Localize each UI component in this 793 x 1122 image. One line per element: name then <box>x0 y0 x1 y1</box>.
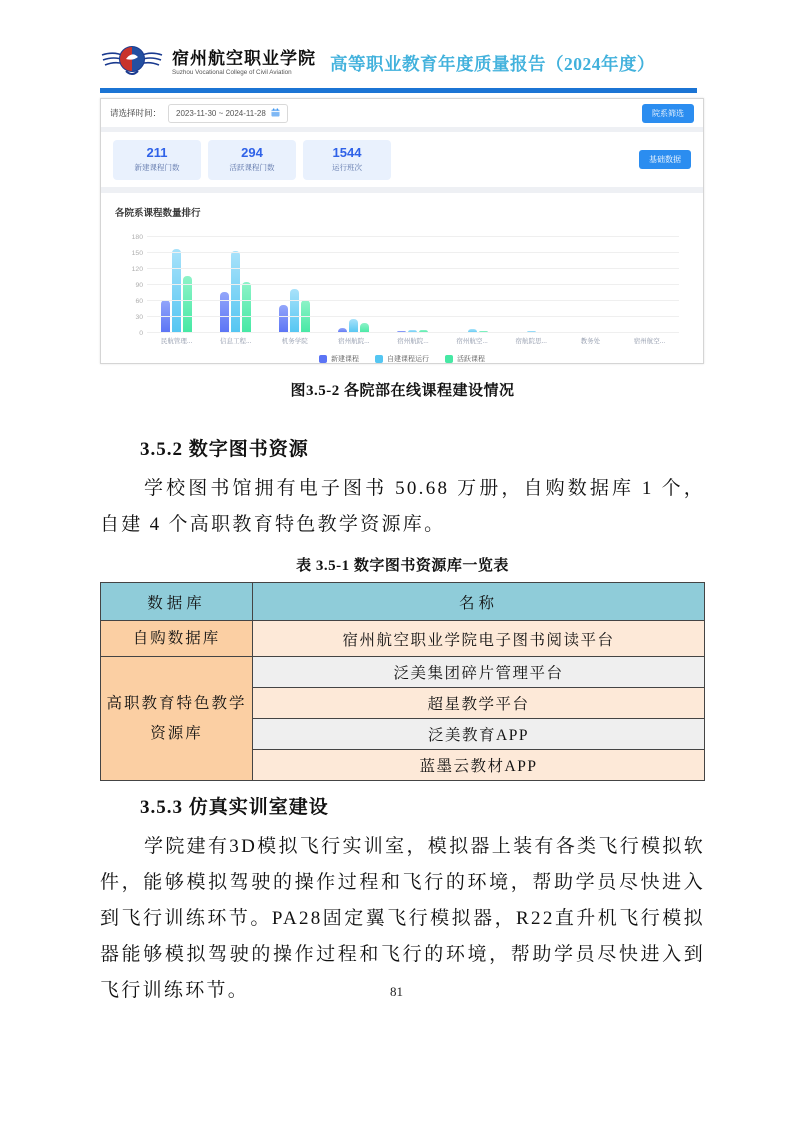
bar-chart-plot <box>131 234 679 337</box>
x-axis-label: 宿州航空... <box>633 338 666 345</box>
legend-item[interactable] <box>375 354 429 364</box>
page-number: 81 <box>390 984 403 999</box>
table-category-cell: 自购数据库 <box>101 621 253 657</box>
filter-bar <box>101 99 703 127</box>
table-name-cell: 泛美教育APP <box>253 719 705 750</box>
bar <box>220 292 229 333</box>
stat-value: 211 <box>146 145 168 161</box>
school-name-en: Suzhou Vocational College of Civil Aviation <box>172 68 292 76</box>
x-axis-label: 宿州航院... <box>338 338 370 345</box>
table-name-cell: 超星教学平台 <box>253 688 705 719</box>
y-axis-tick: 180 <box>131 234 143 241</box>
chart-panel <box>101 193 703 364</box>
table-name-cell: 泛美集团碎片管理平台 <box>253 657 705 688</box>
stat-card <box>113 140 201 180</box>
gridline <box>147 252 679 253</box>
gridline <box>147 316 679 317</box>
table-header-name: 名称 <box>253 583 705 621</box>
calendar-icon <box>271 108 280 119</box>
stat-card <box>303 140 391 180</box>
chart-legend <box>115 354 689 364</box>
y-axis-tick: 120 <box>131 266 143 273</box>
school-logo-icon <box>100 41 164 86</box>
x-axis-label: 宿州航空... <box>456 338 488 345</box>
legend-label: 活跃课程 <box>457 356 485 363</box>
y-axis-tick: 0 <box>139 330 143 337</box>
legend-item[interactable] <box>445 354 485 364</box>
x-axis-label: 宿航院思... <box>515 338 547 345</box>
stat-value: 294 <box>241 145 263 161</box>
legend-label: 新建课程 <box>331 356 359 363</box>
stat-card <box>208 140 296 180</box>
stat-value: 1544 <box>332 145 362 161</box>
stat-label: 运行班次 <box>332 162 362 172</box>
chart-title: 各院系课程数量排行 <box>115 208 201 219</box>
time-filter-label: 请选择时间： <box>110 108 162 118</box>
legend-label: 自建课程运行 <box>387 356 429 363</box>
bar <box>231 251 240 333</box>
bar <box>290 289 299 333</box>
section-heading-352: 3.5.2 数字图书资源 <box>140 439 309 460</box>
x-axis-label: 机务学院 <box>281 338 308 345</box>
y-axis-tick: 60 <box>135 298 143 305</box>
table-category-cell: 高职教育特色教学资源库 <box>101 657 253 781</box>
figure-caption: 图3.5-2 各院部在线课程建设情况 <box>290 383 515 399</box>
dashboard-screenshot <box>100 98 704 364</box>
stat-label: 新建课程门数 <box>134 162 180 172</box>
x-axis-label: 教务处 <box>580 338 601 345</box>
legend-swatch <box>319 355 327 363</box>
base-data-button[interactable]: 基础数据 <box>639 150 691 169</box>
gridline <box>147 332 679 333</box>
report-title: 高等职业教育年度质量报告（2024年度） <box>330 53 655 74</box>
stat-label: 活跃课程门数 <box>229 162 275 172</box>
table-header-database: 数据库 <box>101 583 253 621</box>
resource-table <box>100 582 705 781</box>
department-filter-button[interactable]: 院系筛选 <box>642 104 694 123</box>
stat-cards <box>113 140 391 180</box>
page-header <box>100 0 705 86</box>
table-header-row <box>101 583 705 621</box>
table-body <box>101 621 705 781</box>
bar <box>242 282 251 333</box>
legend-swatch <box>445 355 453 363</box>
table-row <box>101 621 705 657</box>
bar <box>172 249 181 333</box>
paragraph-352: 学校图书馆拥有电子图书 50.68 万册，自购数据库 1 个，自建 4 个高职教育特色教学资源库。 <box>100 478 705 535</box>
date-range-value: 2023-11-30 ~ 2024-11-28 <box>176 108 266 118</box>
legend-swatch <box>375 355 383 363</box>
header-divider <box>100 88 697 93</box>
chart-x-labels <box>147 336 679 345</box>
bar <box>279 305 288 333</box>
bar <box>349 319 358 333</box>
section-heading-353: 3.5.3 仿真实训室建设 <box>140 797 329 818</box>
gridline <box>147 236 679 237</box>
gridline <box>147 300 679 301</box>
x-axis-label: 宿州航院... <box>397 338 429 345</box>
gridline <box>147 284 679 285</box>
y-axis-tick: 150 <box>131 250 143 257</box>
stats-panel <box>101 132 703 187</box>
school-name: 宿州航空职业学院 <box>172 48 316 68</box>
table-caption: 表 3.5-1 数字图书资源库一览表 <box>296 558 509 574</box>
table-name-cell: 蓝墨云教材APP <box>253 750 705 781</box>
y-axis-tick: 90 <box>135 282 143 289</box>
table-name-cell: 宿州航空职业学院电子图书阅读平台 <box>253 621 705 657</box>
x-axis-label: 民航管理... <box>160 338 193 345</box>
x-axis-label: 信息工程... <box>219 338 252 345</box>
legend-item[interactable] <box>319 354 359 364</box>
paragraph-353: 学院建有3D模拟飞行实训室，模拟器上装有各类飞行模拟软件，能够模拟驾驶的操作过程和飞行的环境，帮助学员尽快进入到飞行训练环节。PA28固定翼飞行模拟器，R22直升机飞行模拟器能够模拟驾驶的操作过程和飞行的环境，帮助学员尽快进入到飞行训练环节。 <box>100 836 705 1001</box>
table-row <box>101 657 705 688</box>
date-range-input[interactable] <box>168 104 288 123</box>
gridline <box>147 268 679 269</box>
y-axis-tick: 30 <box>135 314 143 321</box>
